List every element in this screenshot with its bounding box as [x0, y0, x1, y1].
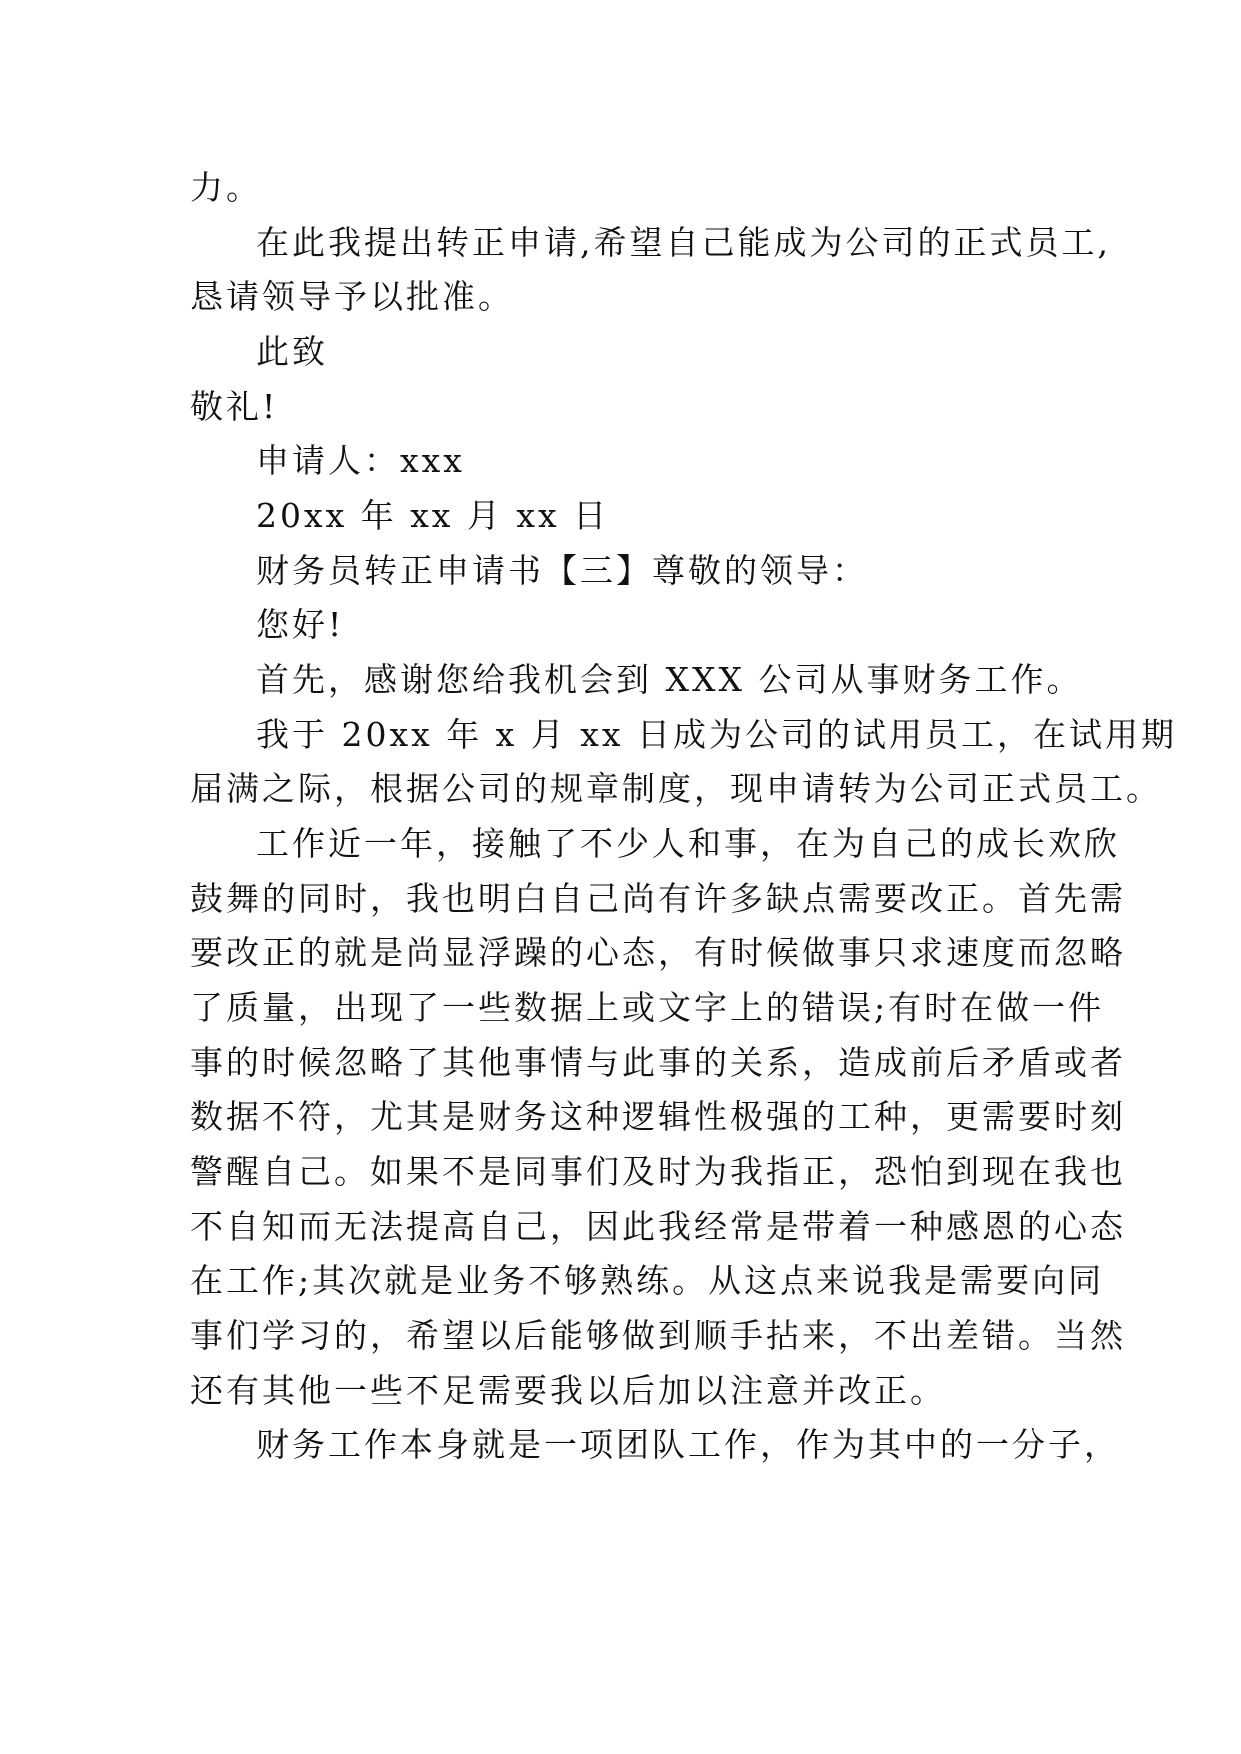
salutation: 敬礼!: [190, 387, 279, 426]
text-line: 在工作;其次就是业务不够熟练。从这点来说我是需要向同: [190, 1261, 1105, 1300]
date-line: 20xx 年 xx 月 xx 日: [256, 496, 610, 535]
section-title: 财务员转正申请书【三】尊敬的领导：: [256, 551, 868, 590]
text-line: 事的时候忽略了其他事情与此事的关系，造成前后矛盾或者: [190, 1043, 1126, 1082]
text-line: 力。: [190, 168, 262, 207]
greeting: 您好!: [256, 605, 345, 644]
applicant-line: 申请人：xxx: [256, 441, 465, 480]
closing-phrase: 此致: [256, 332, 328, 371]
text-line: 警醒自己。如果不是同事们及时为我指正，恐怕到现在我也: [190, 1152, 1126, 1191]
text-line: 恳请领导予以批准。: [190, 277, 514, 316]
text-line: 届满之际，根据公司的规章制度，现申请转为公司正式员工。: [190, 769, 1162, 808]
paragraph-first-line: 首先，感谢您给我机会到 XXX 公司从事财务工作。: [256, 660, 1083, 699]
text-line: 了质量，出现了一些数据上或文字上的错误;有时在做一件: [190, 988, 1105, 1027]
text-line: 数据不符，尤其是财务这种逻辑性极强的工种，更需要时刻: [190, 1097, 1126, 1136]
text-line: 事们学习的，希望以后能够做到顺手拈来，不出差错。当然: [190, 1316, 1126, 1355]
text-line: 要改正的就是尚显浮躁的心态，有时候做事只求速度而忽略: [190, 933, 1126, 972]
paragraph-first-line: 工作近一年，接触了不少人和事，在为自己的成长欢欣: [256, 824, 1120, 863]
text-line: 不自知而无法提高自己，因此我经常是带着一种感恩的心态: [190, 1207, 1126, 1246]
paragraph-first-line: 财务工作本身就是一项团队工作，作为其中的一分子，: [256, 1425, 1120, 1464]
text-line: 还有其他一些不足需要我以后加以注意并改正。: [190, 1371, 946, 1410]
paragraph-first-line: 我于 20xx 年 x 月 xx 日成为公司的试用员工，在试用期: [256, 715, 1177, 754]
text-line: 鼓舞的同时，我也明白自己尚有许多缺点需要改正。首先需: [190, 879, 1126, 918]
paragraph-first-line: 在此我提出转正申请,希望自己能成为公司的正式员工,: [256, 223, 1111, 262]
